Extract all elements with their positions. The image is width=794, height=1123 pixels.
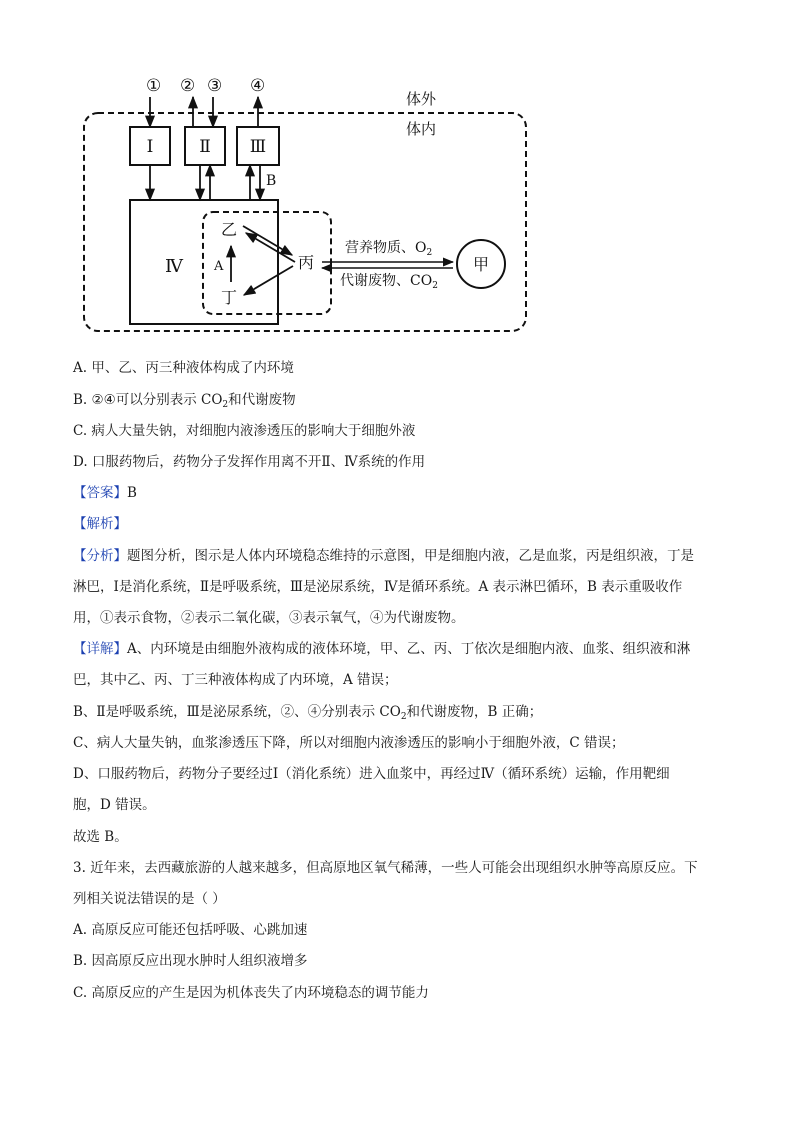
xiangjie-subscript-3: 2: [400, 712, 407, 722]
xiangjie-tag: 【详解】: [73, 641, 127, 657]
xiangjie-line-5: D、口服药物后，药物分子要经过Ⅰ（消化系统）进入血浆中，再经过Ⅳ（循环系统）运输，作用靶细: [73, 766, 670, 782]
box-III-label: Ⅲ: [249, 137, 267, 157]
homeostasis-diagram: [0, 0, 794, 345]
arrow-plasma-to-tissue: [243, 226, 292, 255]
xiangjie-text-3: B、Ⅱ是呼吸系统，Ⅲ是泌尿系统，②、④分别表示 CO: [73, 704, 401, 720]
answer-tag: 【答案】: [73, 485, 127, 501]
option-b-text: B. ②④可以分别表示 CO: [73, 392, 223, 408]
question3-stem-1: 3. 近年来，去西藏旅游的人越来越多，但高原地区氧气稀薄，一些人可能会出现组织水肿等高原反应。下: [73, 860, 698, 876]
question3-option-c: C. 高原反应的产生是因为机体丧失了内环境稳态的调节能力: [73, 985, 429, 1001]
option-b-text-end: 和代谢废物: [228, 392, 296, 408]
question3-option-b: B. 因高原反应出现水肿时人组织液增多: [73, 953, 308, 969]
xiangjie-line-2: 巴，其中乙、丙、丁三种液体构成了内环境，A 错误；: [73, 672, 398, 688]
label-B: B: [266, 173, 277, 189]
fenxi-line-1: [73, 546, 733, 566]
label-nutrients-o2: 营养物质、$O_2$: [345, 240, 433, 258]
option-b: [73, 390, 733, 410]
option-d: D. 口服药物后，药物分子发挥作用离不开Ⅱ、Ⅳ系统的作用: [73, 454, 426, 470]
option-c: C. 病人大量失钠，对细胞内液渗透压的影响大于细胞外液: [73, 423, 416, 439]
xiangjie-line-1: [73, 639, 733, 659]
label-lymph: 丁: [221, 288, 238, 307]
label-circled-1: ①: [146, 76, 162, 96]
label-waste-co2: 代谢废物、$CO_2$: [340, 273, 438, 291]
xiangjie-text-1: A、内环境是由细胞外液构成的液体环境，甲、乙、丙、丁依次是细胞内液、血浆、组织液和淋: [127, 641, 691, 657]
label-A: A: [214, 259, 224, 274]
fenxi-text-1: 题图分析，图示是人体内环境稳态维持的示意图，甲是细胞内液，乙是血浆，丙是组织液，丁是: [127, 548, 694, 564]
option-b-subscript: 2: [222, 400, 229, 410]
inside-label: 体内: [406, 120, 437, 138]
analysis-heading: [73, 514, 733, 534]
fenxi-line-3: 用，①表示食物，②表示二氧化碳，③表示氧气，④为代谢废物。: [73, 610, 465, 626]
fenxi-tag: 【分析】: [73, 548, 127, 564]
fenxi-line-2: 淋巴，Ⅰ是消化系统，Ⅱ是呼吸系统，Ⅲ是泌尿系统，Ⅳ是循环系统。A 表示淋巴循环，B 表示重吸收作: [73, 579, 683, 595]
label-circled-2: ②: [180, 76, 196, 96]
answer-value: B: [127, 485, 137, 501]
label-circled-3: ③: [207, 76, 223, 96]
label-tissue-fluid: 丙: [298, 253, 315, 272]
box-II-label: Ⅱ: [199, 137, 211, 157]
option-a: A. 甲、乙、丙三种液体构成了内环境: [73, 360, 294, 376]
label-plasma: 乙: [221, 220, 238, 239]
box-IV-label: Ⅳ: [165, 256, 183, 277]
xiangjie-line-6: 胞，D 错误。: [73, 797, 156, 813]
question3-option-a: A. 高原反应可能还包括呼吸、心跳加速: [73, 922, 308, 938]
analysis-tag: 【解析】: [73, 516, 127, 532]
arrow-tissue-to-lymph: [244, 266, 293, 295]
answer-line: [73, 483, 733, 503]
arrow-tissue-to-plasma: [246, 233, 295, 262]
xiangjie-line-4: C、病人大量失钠，血浆渗透压下降，所以对细胞内液渗透压的影响小于细胞外液，C 错误；: [73, 735, 625, 751]
conclusion-line: 故选 B。: [73, 829, 128, 845]
question3-stem-2: 列相关说法错误的是（ ）: [73, 891, 226, 907]
label-intracellular-fluid: 甲: [472, 255, 490, 274]
label-circled-4: ④: [250, 76, 266, 96]
xiangjie-line-3: [73, 702, 733, 722]
outside-label: 体外: [406, 90, 437, 108]
box-I-label: Ⅰ: [146, 137, 154, 157]
xiangjie-text-3-end: 和代谢废物，B 正确；: [406, 704, 543, 720]
